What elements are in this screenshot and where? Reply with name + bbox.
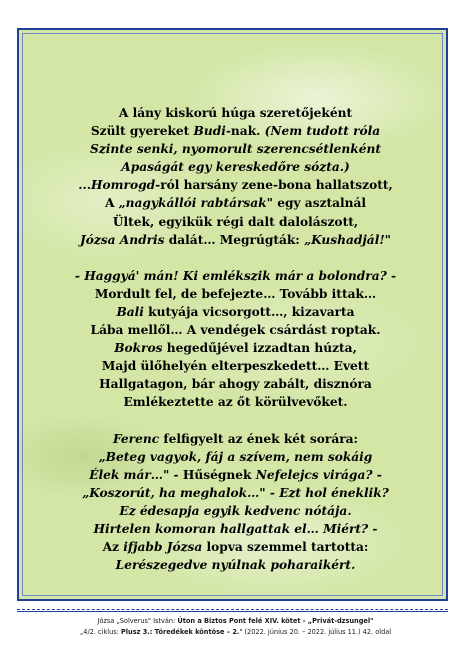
- poem-line-segment: Majd ülőhelyén elterpeszkedett… Evett: [101, 359, 370, 374]
- poem-line-segment: A lány kiskorú húga szeretőjeként: [118, 106, 353, 120]
- poem-line: [20, 104, 451, 122]
- poem-line-segment: Szinte senki, nyomorult szerencsétlenként: [90, 142, 381, 157]
- poem-line: [20, 430, 451, 448]
- poem-line-segment: Emlékeztette az őt körülvevőket.: [123, 395, 348, 410]
- poem-line-segment: - Haggyá' mán! Ki emlékszik már a bolondra? -: [74, 268, 397, 283]
- poem-line-segment: Nefelejcs virága? -: [255, 467, 382, 482]
- poem-line-segment: -nak.: [225, 124, 265, 139]
- poem-line: [20, 520, 451, 538]
- poem-line: [20, 321, 451, 339]
- poem-line: [20, 122, 451, 140]
- poem-line: [20, 502, 451, 520]
- poem-line-segment: - Hűségnek: [169, 467, 256, 482]
- footer-line-1: [0, 616, 471, 626]
- poem-line-segment: ifjabb Józsa: [123, 540, 203, 555]
- poem-line: [20, 538, 451, 556]
- poem-line-segment: Ferenc: [112, 431, 160, 446]
- poem-line: [20, 303, 451, 321]
- poem-line-segment: Hirtelen komoran hallgattak el… Miért? -: [93, 521, 378, 536]
- poem-text: [20, 104, 451, 574]
- footer-chapter: Plusz 3.: Töredékek köntöse – 2.: [120, 627, 240, 636]
- poem-line-segment: Élek már…": [89, 467, 170, 482]
- footer-author: Józsa „Solverus" István:: [97, 616, 178, 625]
- stanza: [20, 430, 451, 575]
- footer-dates-page: " (2022. június 20. – 2022. július 11.) 42. oldal: [239, 627, 392, 636]
- poem-line-segment: Budi: [193, 124, 226, 139]
- poem-line: [20, 285, 451, 303]
- poem-line: [20, 267, 451, 285]
- poem-line-segment: „Kushadjál!": [304, 232, 392, 247]
- poem-line: [20, 194, 451, 212]
- poem-line-segment: Lerészegedve nyúlnak poharaikért.: [115, 558, 356, 573]
- poem-line-segment: Ez édesapja egyik kedvenc nótája.: [119, 503, 352, 518]
- poem-line: [20, 484, 451, 502]
- poem-line-segment: Szült gyereket: [90, 124, 194, 139]
- footer-book-title: Úton a Biztos Pont felé XIV. kötet - „Privát-dzsungel": [177, 616, 374, 625]
- poem-line-segment: Hallgatagon, bár ahogy zabált, disznóra: [99, 377, 372, 392]
- poem-line-segment: Homrogd: [91, 178, 156, 193]
- poem-line: [20, 466, 451, 484]
- footer-divider-dashed: [17, 609, 448, 610]
- poem-line-segment: Bali: [116, 304, 144, 319]
- footer-line-2: [0, 627, 471, 637]
- poem-line: [20, 357, 451, 375]
- poem-line-segment: Józsa Andris: [79, 232, 165, 247]
- poem-line-segment: A: [104, 196, 119, 211]
- poem-line-segment: kutyája vicsorgott…, kizavarta: [143, 304, 355, 319]
- poem-line: [20, 213, 451, 231]
- poem-line: [20, 393, 451, 411]
- poem-line-segment: Bokros: [114, 341, 163, 356]
- poem-line-segment: egy asztalnál: [272, 196, 367, 211]
- poem-line-segment: dalát… Megrúgták:: [164, 232, 305, 247]
- poem-line-segment: Ültek, egyikük régi dalt dalolászott,: [112, 214, 359, 229]
- footer-cycle: „4/2. ciklus:: [79, 627, 121, 636]
- poem-line-segment: hegedűjével izzadtan húzta,: [162, 341, 357, 356]
- poem-line: [20, 339, 451, 357]
- poem-line-segment: ...: [78, 178, 92, 193]
- poem-line-segment: Apaságát egy kereskedőre sózta.): [121, 160, 350, 175]
- poem-line: [20, 375, 451, 393]
- stanza: [20, 267, 451, 412]
- poem-line: [20, 140, 451, 158]
- poem-line-segment: felfigyelt az ének két sorára:: [159, 431, 359, 446]
- poem-line-segment: lopva szemmel tartotta:: [202, 540, 369, 555]
- poem-line-segment: Lába mellől… A vendégek csárdást roptak.: [90, 323, 381, 338]
- footer-divider-solid: [17, 611, 448, 612]
- poem-line-segment: -ról harsány zene-bona hallatszott,: [155, 178, 393, 193]
- poem-line-segment: „nagykállói rabtársak": [118, 196, 273, 211]
- poem-line: [20, 158, 451, 176]
- poem-line: [20, 556, 451, 574]
- poem-line-segment: „Koszorút, ha meghalok…" - Ezt hol éneklik?: [82, 485, 389, 500]
- stanza: [20, 104, 451, 249]
- poem-line-segment: „Beteg vagyok, fáj a szívem, nem sokáig: [98, 449, 373, 464]
- poem-line-segment: Mordult fel, de befejezte… Tovább ittak…: [94, 286, 377, 301]
- poem-line: [20, 176, 451, 194]
- poem-line-segment: (Nem tudott róla: [264, 124, 381, 139]
- poem-line: [20, 231, 451, 249]
- poem-line: [20, 448, 451, 466]
- poem-line-segment: Az: [102, 540, 124, 555]
